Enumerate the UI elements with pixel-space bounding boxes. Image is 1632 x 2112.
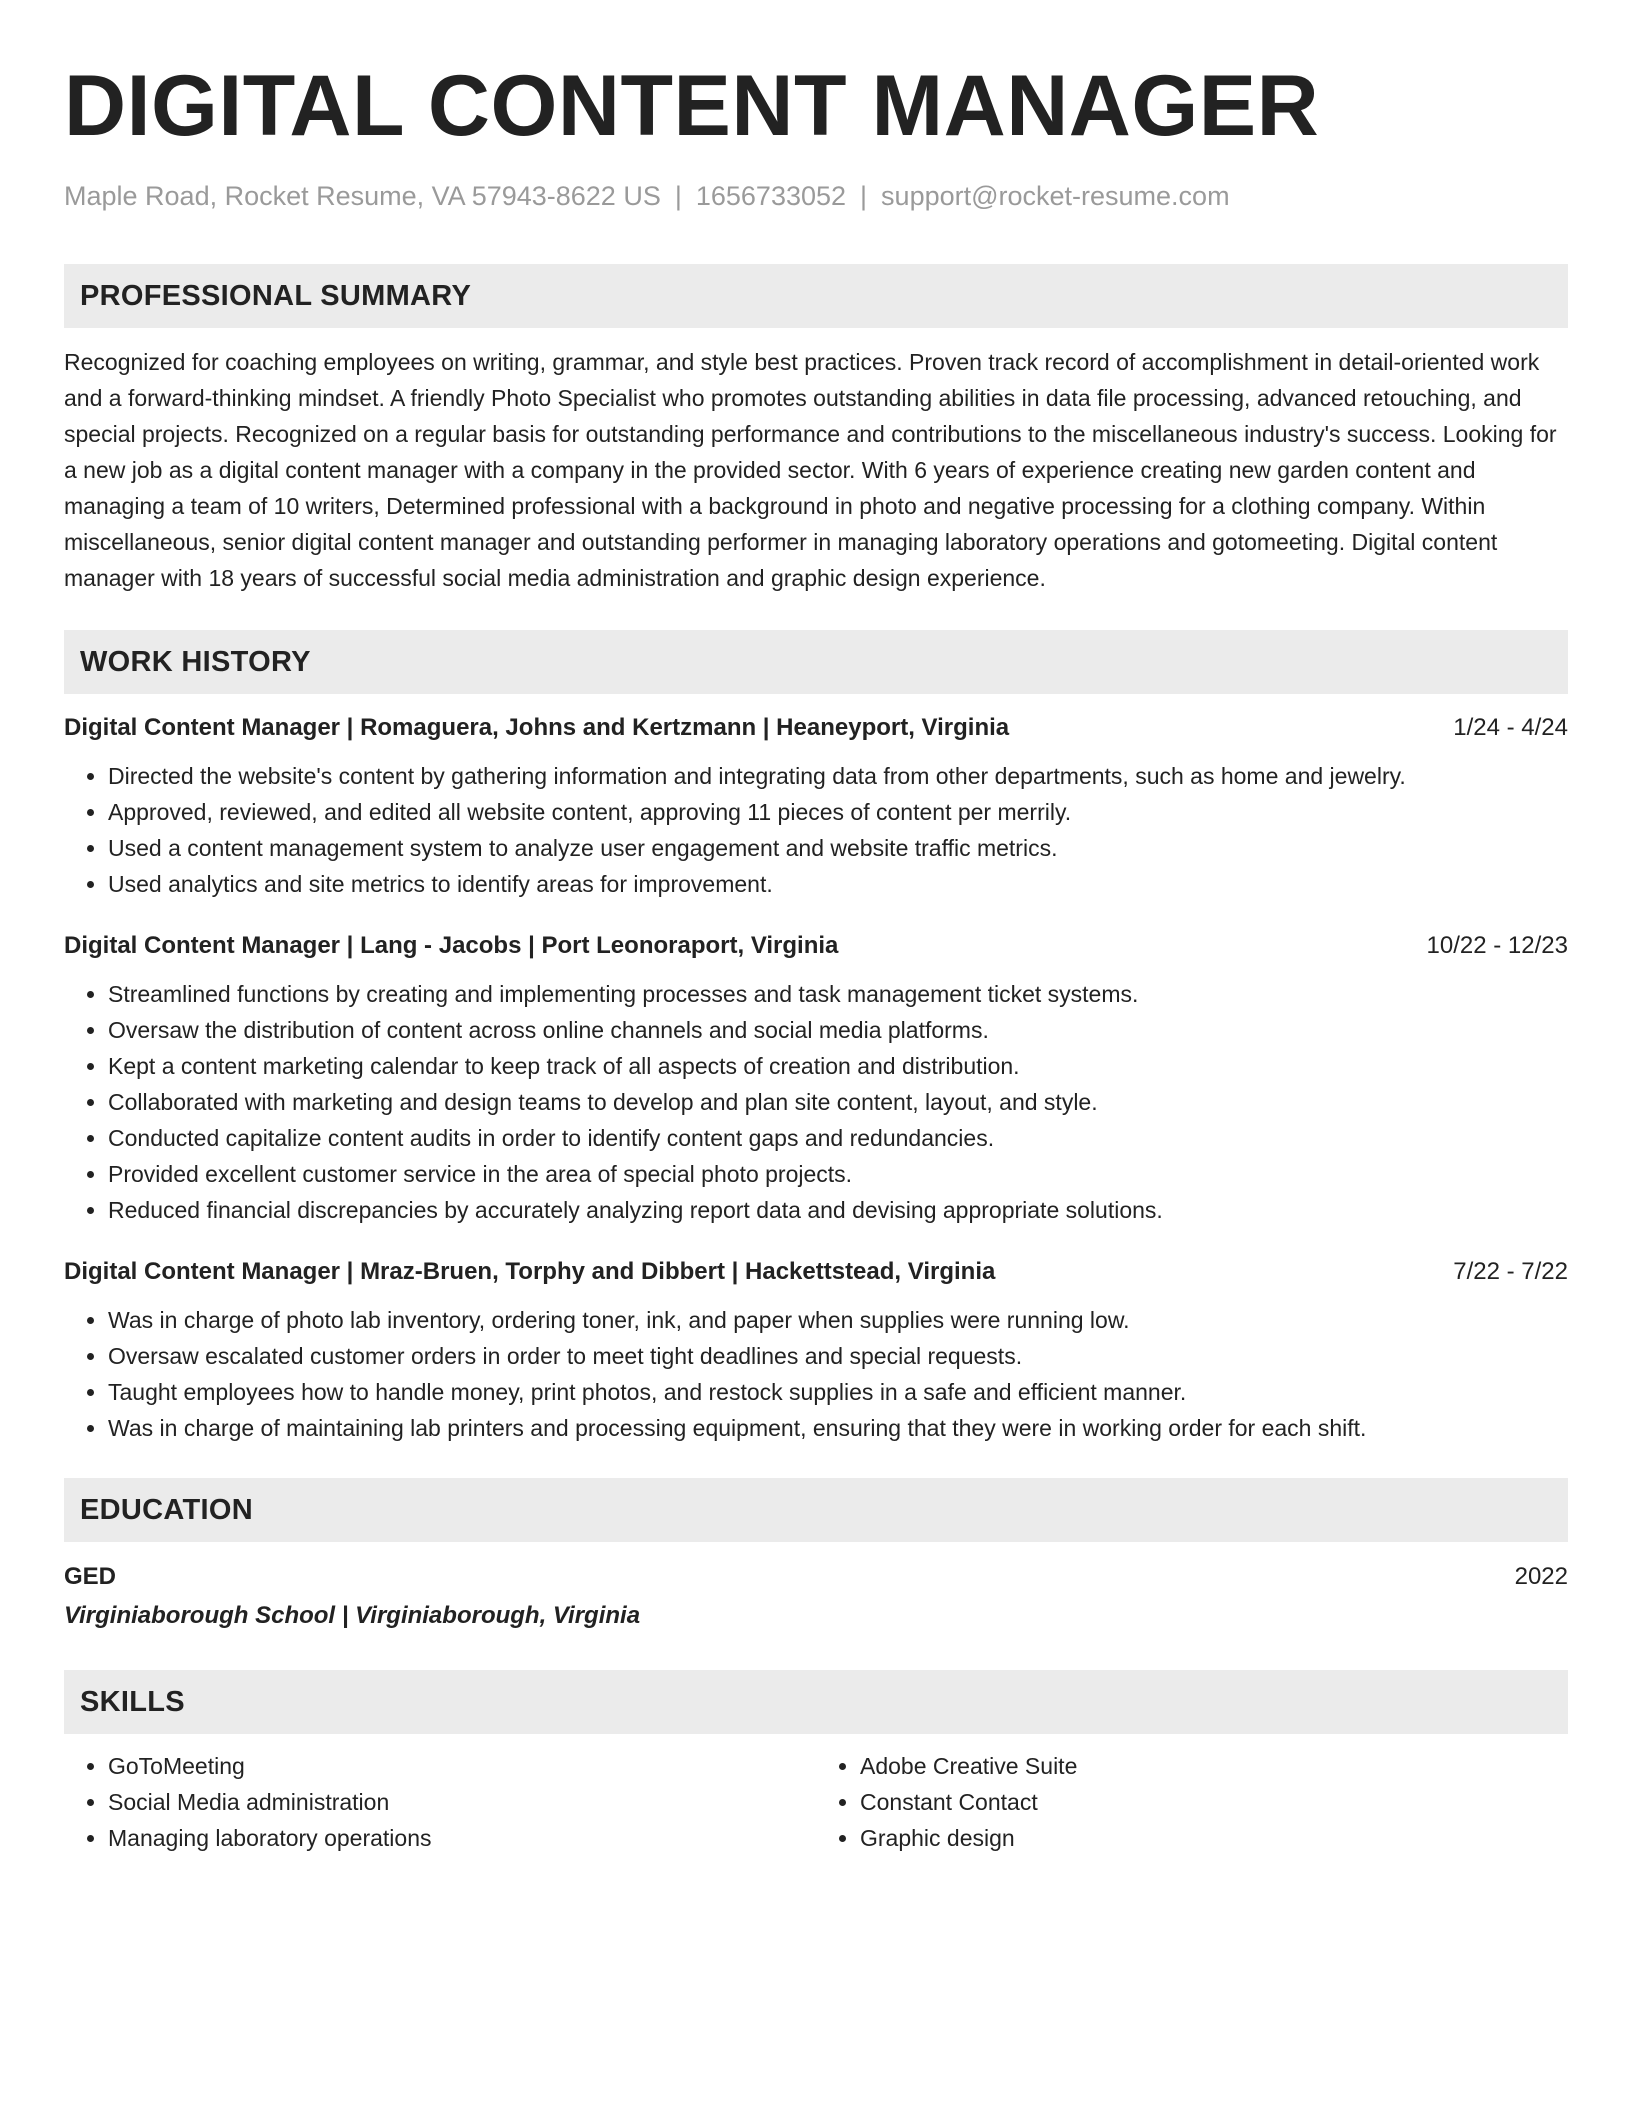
summary-text: Recognized for coaching employees on writing, grammar, and style best practices. Proven track record of accomplishment in detail-oriented work and a forward-thinking mindset. A friendly Photo Specialist who promotes outstanding abilities in data file processing, advanced retouching, and special projects. Recognized on a regular basis for outstanding performance and contributions to the miscellaneous industry's success. Looking for a new job as a digital content manager with a company in the provided sector. With 6 years of experience creating new garden content and managing a team of 10 writers, Determined professional with a background in photo and negative processing for a clothing company. Within miscellaneous, senior digital content manager and outstanding performer in managing laboratory operations and gotomeeting. Digital content manager with 18 years of successful social media administration and graphic design experience. — [64, 349, 1557, 591]
education-header — [64, 1558, 1568, 1596]
summary-heading: PROFESSIONAL SUMMARY — [64, 264, 1568, 328]
job-bullet: • Reduced financial discrepancies by accurately analyzing report data and devising appropriate solutions. — [108, 1192, 1568, 1228]
job-entry — [64, 928, 1568, 1228]
job-header — [64, 710, 1568, 746]
job-bullet: • Streamlined functions by creating and implementing processes and task management ticket systems. — [108, 976, 1568, 1012]
work-history-heading: WORK HISTORY — [64, 630, 1568, 694]
job-bullet: • Used a content management system to analyze user engagement and website traffic metrics. — [108, 830, 1568, 866]
education-entry — [64, 1558, 1568, 1636]
skill-item: • Constant Contact — [860, 1784, 1568, 1820]
job-bullet: • Taught employees how to handle money, print photos, and restock supplies in a safe and efficient manner. — [108, 1374, 1568, 1410]
job-header — [64, 1254, 1568, 1290]
education-year: 2022 — [1514, 1563, 1568, 1590]
job-bullet: • Was in charge of maintaining lab printers and processing equipment, ensuring that they were in working order for each shift. — [108, 1410, 1568, 1446]
candidate-name: DIGITAL CONTENT MANAGER — [64, 58, 1320, 154]
job-bullet: • Oversaw escalated customer orders in order to meet tight deadlines and special requests. — [108, 1338, 1568, 1374]
contact-email: support@rocket-resume.com — [881, 181, 1230, 211]
skill-item: • GoToMeeting — [108, 1748, 816, 1784]
job-header — [64, 928, 1568, 964]
contact-line — [64, 178, 1568, 214]
job-dates: 10/22 - 12/23 — [1426, 932, 1568, 959]
job-dates: 1/24 - 4/24 — [1453, 714, 1568, 741]
skill-item: • Graphic design — [860, 1820, 1568, 1856]
job-bullet: • Collaborated with marketing and design teams to develop and plan site content, layout, and style. — [108, 1084, 1568, 1120]
skill-item: • Adobe Creative Suite — [860, 1748, 1568, 1784]
job-bullet: • Used analytics and site metrics to identify areas for improvement. — [108, 866, 1568, 902]
contact-separator: | — [860, 181, 868, 211]
skills-column-left — [64, 1748, 816, 1856]
job-title: Digital Content Manager | Romaguera, Johns and Kertzmann | Heaneyport, Virginia — [64, 714, 1010, 741]
contact-phone: 1656733052 — [695, 181, 847, 211]
job-bullets — [64, 1302, 1568, 1446]
job-title: Digital Content Manager | Lang - Jacobs | Port Leonoraport, Virginia — [64, 932, 839, 959]
job-entry — [64, 710, 1568, 902]
job-dates: 7/22 - 7/22 — [1453, 1258, 1568, 1285]
skills-heading: SKILLS — [64, 1670, 1568, 1734]
skill-item: • Managing laboratory operations — [108, 1820, 816, 1856]
contact-address: Maple Road, Rocket Resume, VA 57943-8622 US — [64, 181, 661, 211]
job-bullet: • Conducted capitalize content audits in order to identify content gaps and redundancies. — [108, 1120, 1568, 1156]
skills-column-right — [816, 1748, 1568, 1856]
job-bullet: • Was in charge of photo lab inventory, ordering toner, ink, and paper when supplies were running low. — [108, 1302, 1568, 1338]
contact-separator: | — [674, 181, 682, 211]
job-bullets — [64, 758, 1568, 902]
job-entry — [64, 1254, 1568, 1446]
job-bullet: • Provided excellent customer service in the area of special photo projects. — [108, 1156, 1568, 1192]
education-school: Virginiaborough School | Virginiaborough, Virginia — [64, 1602, 641, 1629]
skills-list — [64, 1748, 1568, 1856]
job-bullet: • Oversaw the distribution of content across online channels and social media platforms. — [108, 1012, 1568, 1048]
job-bullet: • Approved, reviewed, and edited all website content, approving 11 pieces of content per merrily. — [108, 794, 1568, 830]
job-bullets — [64, 976, 1568, 1228]
skill-item: • Social Media administration — [108, 1784, 816, 1820]
job-title: Digital Content Manager | Mraz-Bruen, Torphy and Dibbert | Hackettstead, Virginia — [64, 1258, 996, 1285]
job-bullet: • Kept a content marketing calendar to keep track of all aspects of creation and distribution. — [108, 1048, 1568, 1084]
job-bullet: • Directed the website's content by gathering information and integrating data from other departments, such as home and jewelry. — [108, 758, 1568, 794]
education-heading: EDUCATION — [64, 1478, 1568, 1542]
education-degree: GED — [64, 1563, 117, 1590]
